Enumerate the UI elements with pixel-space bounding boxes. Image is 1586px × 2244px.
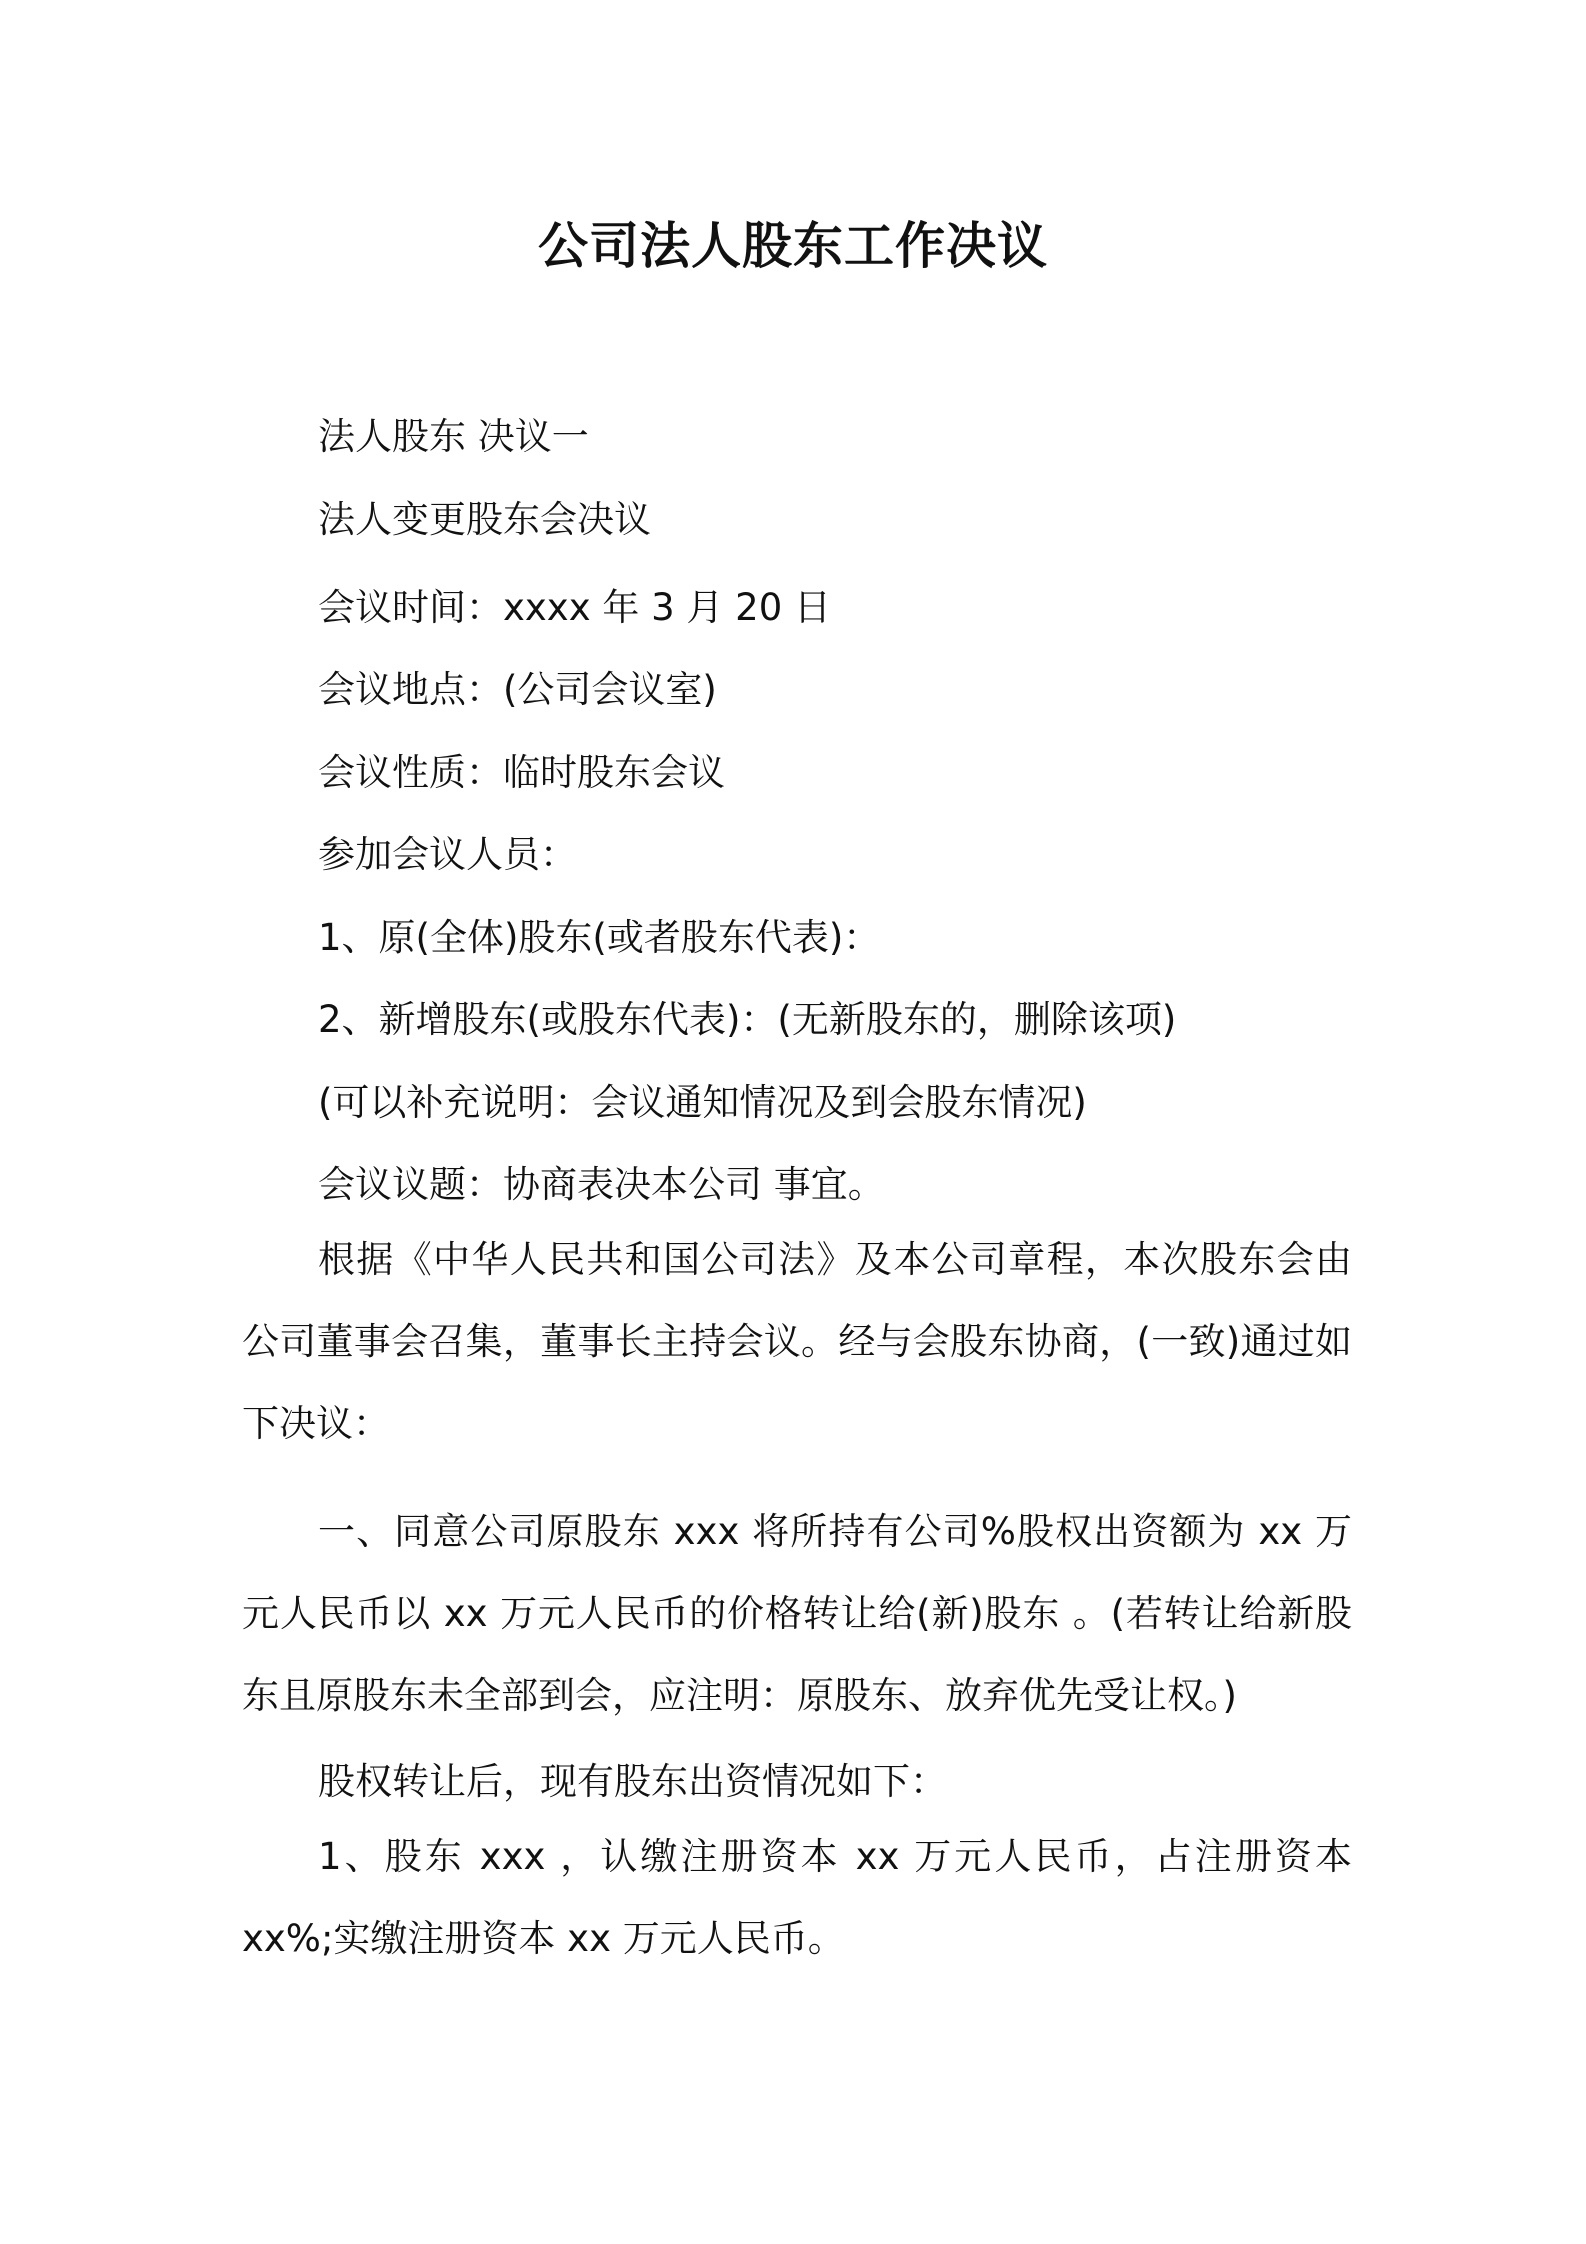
document-title: 公司法人股东工作决议 bbox=[538, 217, 1048, 275]
resolution-1-paragraph: 一、同意公司原股东 xxx 将所持有公司%股权出资额为 xx 万元人民币以 xx 万元人民币的价格转让给(新)股东 。(若转让给新股东且原股东未全部到会，应注明：原股东、放弃优先受让权。) bbox=[242, 1510, 1352, 1717]
post-transfer-heading: 股权转让后，现有股东出资情况如下： bbox=[318, 1760, 947, 1803]
basis-paragraph: 根据《中华人民共和国公司法》及本公司章程，本次股东会由公司董事会召集，董事长主持会议。经与会股东协商，(一致)通过如下决议： bbox=[242, 1238, 1352, 1445]
resolution-heading: 法人股东 决议一 bbox=[318, 415, 589, 458]
attendees-heading: 参加会议人员： bbox=[318, 833, 577, 876]
meeting-location: 会议地点：(公司会议室) bbox=[318, 668, 717, 711]
attendee-original-shareholders: 1、原(全体)股东(或者股东代表)： bbox=[318, 916, 881, 959]
shareholder-1-paragraph: 1、股东 xxx ，认缴注册资本 xx 万元人民币，占注册资本 xx%;实缴注册资本 xx 万元人民币。 bbox=[242, 1835, 1352, 1960]
resolution-subtitle: 法人变更股东会决议 bbox=[318, 498, 651, 541]
attendance-note: (可以补充说明：会议通知情况及到会股东情况) bbox=[318, 1081, 1087, 1124]
meeting-topic: 会议议题：协商表决本公司 事宜。 bbox=[318, 1163, 885, 1206]
attendee-new-shareholders: 2、新增股东(或股东代表)：(无新股东的，删除该项) bbox=[318, 998, 1177, 1041]
meeting-time: 会议时间：xxxx 年 3 月 20 日 bbox=[318, 586, 832, 629]
meeting-nature: 会议性质：临时股东会议 bbox=[318, 751, 725, 794]
